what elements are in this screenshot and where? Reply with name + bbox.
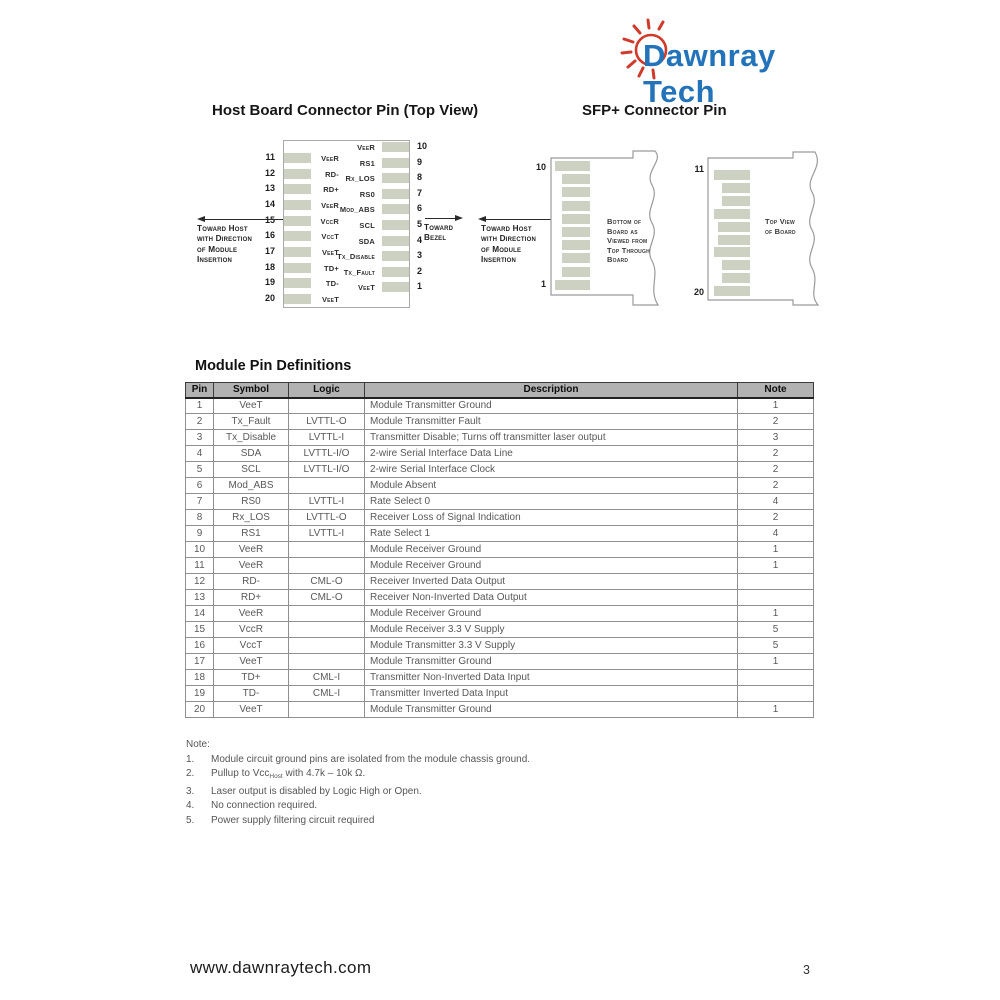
connector-pad [382, 251, 409, 261]
table-cell: Rate Select 1 [365, 526, 738, 542]
note-number: 3. [186, 785, 195, 797]
note-item [186, 767, 530, 785]
table-row [186, 510, 814, 526]
pin-label: VeeR [321, 154, 339, 163]
table-cell: Rate Select 0 [365, 494, 738, 510]
table-cell: LVTTL-I/O [289, 462, 365, 478]
table-cell: Module Receiver 3.3 V Supply [365, 622, 738, 638]
connector-pad [722, 196, 750, 206]
table-cell: Module Transmitter Ground [365, 654, 738, 670]
caption-line: of Board [765, 226, 796, 236]
table-cell: Transmitter Inverted Data Input [365, 686, 738, 702]
note-item [186, 785, 530, 800]
table-cell: 3 [186, 430, 214, 446]
pin-table-header-cell: Note [738, 383, 814, 398]
pin-label: RD- [325, 169, 339, 179]
table-cell: 19 [186, 686, 214, 702]
direction-text-line: Insertion [481, 255, 517, 265]
table-cell: Module Receiver Ground [365, 542, 738, 558]
table-cell: Tx_Fault [214, 414, 289, 430]
connector-pad [562, 174, 590, 184]
note-number: 5. [186, 814, 195, 826]
sfp-top-view-caption [765, 217, 796, 236]
connector-pad [722, 183, 750, 193]
table-cell: CML-O [289, 590, 365, 606]
pin-number: 10 [417, 141, 428, 151]
pin-label: TD+ [324, 263, 339, 273]
table-cell: Tx_Disable [214, 430, 289, 446]
caption-line: Bottom of [607, 217, 642, 226]
pin-label: RS1 [359, 158, 375, 168]
note-text: Laser output is disabled by Logic High or Open. [211, 785, 422, 797]
caption-line: Board [607, 255, 629, 265]
table-cell: 7 [186, 494, 214, 510]
connector-pad [382, 204, 409, 214]
table-cell: Module Transmitter Ground [365, 398, 738, 414]
table-cell [738, 574, 814, 590]
table-cell: VeeR [214, 542, 289, 558]
table-cell: 2 [738, 478, 814, 494]
table-cell: CML-I [289, 686, 365, 702]
pin-number: 9 [417, 156, 423, 167]
toward-bezel-text [424, 223, 453, 244]
pin-number: 4 [417, 234, 423, 245]
table-cell: 1 [738, 542, 814, 558]
caption-line: Top View [765, 217, 795, 226]
table-row [186, 462, 814, 478]
table-cell: SDA [214, 446, 289, 462]
note-number: 4. [186, 800, 195, 812]
connector-pad [382, 173, 409, 183]
connector-pad [714, 286, 750, 296]
pin-table-body [186, 398, 814, 718]
pin-label: VeeR [357, 143, 375, 152]
sfp-bottom-view-bottom-pin-number: 1 [540, 279, 546, 289]
table-cell: 4 [738, 494, 814, 510]
sfp-bottom-view-top-pin-number: 10 [535, 162, 546, 172]
pin-number: 6 [417, 203, 423, 214]
pin-number: 12 [264, 167, 275, 178]
note-number: 2. [186, 768, 195, 780]
table-cell: CML-I [289, 670, 365, 686]
connector-pad [562, 187, 590, 197]
connector-pad [555, 161, 590, 171]
table-cell: 15 [186, 622, 214, 638]
table-cell: LVTTL-I [289, 526, 365, 542]
table-cell: TD- [214, 686, 289, 702]
toward-host-left-arrow-line [204, 219, 283, 220]
table-cell: 13 [186, 590, 214, 606]
table-cell [738, 590, 814, 606]
pin-table-header-cell: Symbol [214, 383, 289, 398]
table-row [186, 622, 814, 638]
connector-pad [382, 236, 409, 246]
pin-number: 18 [264, 261, 275, 272]
table-cell: Module Transmitter Ground [365, 702, 738, 718]
connector-pad [562, 214, 590, 224]
table-cell: 2 [738, 414, 814, 430]
pin-number: 14 [264, 198, 275, 209]
table-cell: 17 [186, 654, 214, 670]
table-row [186, 638, 814, 654]
sfp-top-view-board-outline [690, 143, 837, 318]
table-cell [289, 638, 365, 654]
note-text: No connection required. [211, 800, 318, 812]
table-cell: VeeT [214, 654, 289, 670]
toward-host-right-arrowhead [478, 216, 486, 222]
table-cell: 10 [186, 542, 214, 558]
table-cell: 5 [738, 638, 814, 654]
table-cell: 9 [186, 526, 214, 542]
table-cell: 1 [738, 558, 814, 574]
table-cell: Module Transmitter 3.3 V Supply [365, 638, 738, 654]
table-cell [289, 558, 365, 574]
table-row [186, 686, 814, 702]
pin-label: VeeT [321, 294, 339, 304]
table-cell: Module Receiver Ground [365, 606, 738, 622]
pin-label: Rx_LOS [345, 174, 375, 184]
table-cell [289, 654, 365, 670]
table-cell: VeeT [214, 702, 289, 718]
direction-text-line: with Direction [481, 234, 536, 244]
pin-table-header-cell: Description [365, 383, 738, 398]
pin-label: RS0 [359, 189, 375, 199]
table-cell: 1 [738, 702, 814, 718]
footer-website: www.dawnraytech.com [190, 958, 372, 977]
pin-label: VeeT [321, 247, 339, 257]
pin-label: VeeT [357, 283, 375, 293]
table-cell: Transmitter Disable; Turns off transmitter laser output [365, 430, 738, 446]
table-row [186, 494, 814, 510]
toward-host-left-text [197, 224, 252, 266]
table-row [186, 606, 814, 622]
sfp-top-view-top-pin-number: 11 [694, 164, 704, 174]
table-cell: RD+ [214, 590, 289, 606]
table-row [186, 702, 814, 718]
pin-table-header-row [186, 383, 814, 398]
table-cell: VccR [214, 622, 289, 638]
table-cell: 1 [738, 654, 814, 670]
table-cell: 2-wire Serial Interface Data Line [365, 446, 738, 462]
table-cell: VeeR [214, 558, 289, 574]
pin-number: 2 [417, 265, 423, 276]
pin-number: 15 [264, 214, 275, 225]
table-cell: LVTTL-I [289, 494, 365, 510]
connector-pad [562, 201, 590, 211]
pin-number: 5 [417, 219, 423, 229]
note-item [186, 753, 530, 768]
caption-line: Board as [607, 226, 638, 236]
pin-table-header [186, 383, 814, 398]
table-cell: 2 [186, 414, 214, 430]
table-cell: 3 [738, 430, 814, 446]
pin-label: VccT [321, 232, 339, 242]
pin-table-header-cell: Logic [289, 383, 365, 398]
table-cell: 6 [186, 478, 214, 494]
table-cell: 1 [738, 398, 814, 414]
table-cell: 1 [186, 398, 214, 414]
table-cell: 4 [738, 526, 814, 542]
note-text: Power supply filtering circuit required [211, 814, 375, 826]
connector-pad [382, 220, 409, 230]
pin-label: Tx_Fault [343, 267, 375, 277]
pin-number: 7 [417, 187, 423, 198]
connector-pad [382, 282, 409, 292]
pin-number: 11 [265, 152, 275, 162]
table-row [186, 430, 814, 446]
direction-text-line: Toward [424, 223, 454, 232]
table-row [186, 446, 814, 462]
table-cell: LVTTL-O [289, 414, 365, 430]
table-row [186, 398, 814, 414]
table-cell: LVTTL-I [289, 430, 365, 446]
table-cell: 2 [738, 510, 814, 526]
logo-text: Dawnray Tech [643, 38, 776, 109]
table-cell: RS0 [214, 494, 289, 510]
note-item [186, 799, 530, 814]
direction-text-line: Toward Host [197, 224, 248, 233]
host-diagram-title: Host Board Connector Pin (Top View) [212, 102, 479, 119]
table-cell: Module Absent [365, 478, 738, 494]
pin-number: 13 [264, 183, 275, 194]
note-text: Module circuit ground pins are isolated from the module chassis ground. [211, 753, 531, 765]
pin-number: 17 [264, 245, 275, 256]
table-cell: VccT [214, 638, 289, 654]
table-cell: SCL [214, 462, 289, 478]
toward-bezel-arrowhead [455, 215, 463, 221]
footer-page-number: 3 [803, 963, 810, 977]
pin-label: Tx_Disable [337, 252, 375, 262]
connector-pad [722, 260, 750, 270]
table-cell: LVTTL-O [289, 510, 365, 526]
connector-pad [562, 253, 590, 263]
company-logo [615, 12, 855, 109]
pin-number: 20 [264, 292, 275, 303]
connector-pad [714, 247, 750, 257]
table-cell: VeeR [214, 606, 289, 622]
table-cell [289, 702, 365, 718]
table-cell: 14 [186, 606, 214, 622]
table-row [186, 574, 814, 590]
direction-text-line: Bezel [424, 233, 447, 243]
note-item [186, 814, 530, 829]
table-cell: LVTTL-I/O [289, 446, 365, 462]
table-cell: RD- [214, 574, 289, 590]
table-row [186, 558, 814, 574]
table-cell: 5 [186, 462, 214, 478]
pin-label: SDA [358, 236, 375, 246]
table-row [186, 478, 814, 494]
table-cell: VeeT [214, 398, 289, 414]
pin-number: 3 [417, 250, 423, 261]
connector-pad [714, 209, 750, 219]
direction-text-line: of Module [481, 244, 522, 254]
table-cell: Module Transmitter Fault [365, 414, 738, 430]
table-cell [289, 398, 365, 414]
table-cell [289, 478, 365, 494]
note-text-subscript: Host [269, 773, 283, 781]
pin-label: TD- [325, 279, 339, 289]
table-cell [289, 622, 365, 638]
table-cell: Receiver Loss of Signal Indication [365, 510, 738, 526]
pin-definitions-table [185, 382, 814, 718]
note-text-pre: Pullup to Vcc [211, 768, 270, 780]
table-cell: 1 [738, 606, 814, 622]
table-cell: Receiver Inverted Data Output [365, 574, 738, 590]
table-cell [289, 542, 365, 558]
connector-pad [562, 240, 590, 250]
pin-label: Mod_ABS [339, 205, 375, 215]
pin-label: RD+ [323, 185, 339, 195]
table-cell: CML-O [289, 574, 365, 590]
table-row [186, 526, 814, 542]
table-cell: 8 [186, 510, 214, 526]
connector-pad [382, 189, 409, 199]
pin-number: 8 [417, 172, 423, 183]
connector-pad [382, 142, 409, 152]
table-cell: 4 [186, 446, 214, 462]
pin-label: SCL [359, 221, 375, 230]
connector-pad [382, 267, 409, 277]
table-row [186, 542, 814, 558]
sfp-bottom-view-caption [607, 217, 650, 265]
connector-pad [718, 222, 750, 232]
table-cell: Rx_LOS [214, 510, 289, 526]
table-cell: Receiver Non-Inverted Data Output [365, 590, 738, 606]
connector-pad [562, 227, 590, 237]
table-cell: Module Receiver Ground [365, 558, 738, 574]
pin-table-header-cell: Pin [186, 383, 214, 398]
notes-label: Note: [186, 739, 210, 750]
note-number: 1. [186, 753, 195, 765]
table-cell: Mod_ABS [214, 478, 289, 494]
connector-pad [722, 273, 750, 283]
direction-text-line: Insertion [197, 255, 233, 265]
table-row [186, 670, 814, 686]
note-text-post: with 4.7k – 10k Ω. [282, 768, 366, 780]
sfp-diagram-title: SFP+ Connector Pin [582, 102, 727, 119]
caption-line: Top Through [607, 245, 650, 255]
note-text [211, 767, 365, 785]
table-row [186, 654, 814, 670]
table-cell: 20 [186, 702, 214, 718]
pin-number: 16 [264, 230, 275, 241]
pin-number: 1 [417, 281, 423, 292]
table-cell [738, 670, 814, 686]
table-cell: RS1 [214, 526, 289, 542]
pin-label: VccR [320, 216, 339, 226]
direction-text-line: with Direction [197, 234, 252, 244]
caption-line: Viewed from [607, 236, 648, 246]
pin-label: VeeR [321, 200, 339, 210]
toward-host-right-text [481, 224, 536, 266]
connector-pad [382, 158, 409, 168]
table-cell: Transmitter Non-Inverted Data Input [365, 670, 738, 686]
table-cell: 12 [186, 574, 214, 590]
pin-number: 19 [264, 277, 275, 288]
table-cell: 2 [738, 446, 814, 462]
table-row [186, 414, 814, 430]
table-cell: 2 [738, 462, 814, 478]
table-cell [289, 606, 365, 622]
direction-text-line: of Module [197, 244, 238, 254]
table-cell: 2-wire Serial Interface Clock [365, 462, 738, 478]
notes-block [186, 738, 530, 829]
table-row [186, 590, 814, 606]
direction-text-line: Toward Host [481, 224, 532, 233]
table-cell: 11 [186, 558, 214, 574]
toward-host-left-arrowhead [197, 216, 205, 222]
table-cell: TD+ [214, 670, 289, 686]
sfp-top-view-bottom-pin-number: 20 [693, 287, 704, 297]
table-cell [738, 686, 814, 702]
table-cell: 5 [738, 622, 814, 638]
table-cell: 16 [186, 638, 214, 654]
toward-bezel-arrow-line [425, 218, 456, 219]
connector-pad [562, 267, 590, 277]
connector-pad [714, 170, 750, 180]
connector-pad [718, 235, 750, 245]
pin-table-title: Module Pin Definitions [195, 358, 352, 374]
table-cell: 18 [186, 670, 214, 686]
connector-pad [555, 280, 590, 290]
